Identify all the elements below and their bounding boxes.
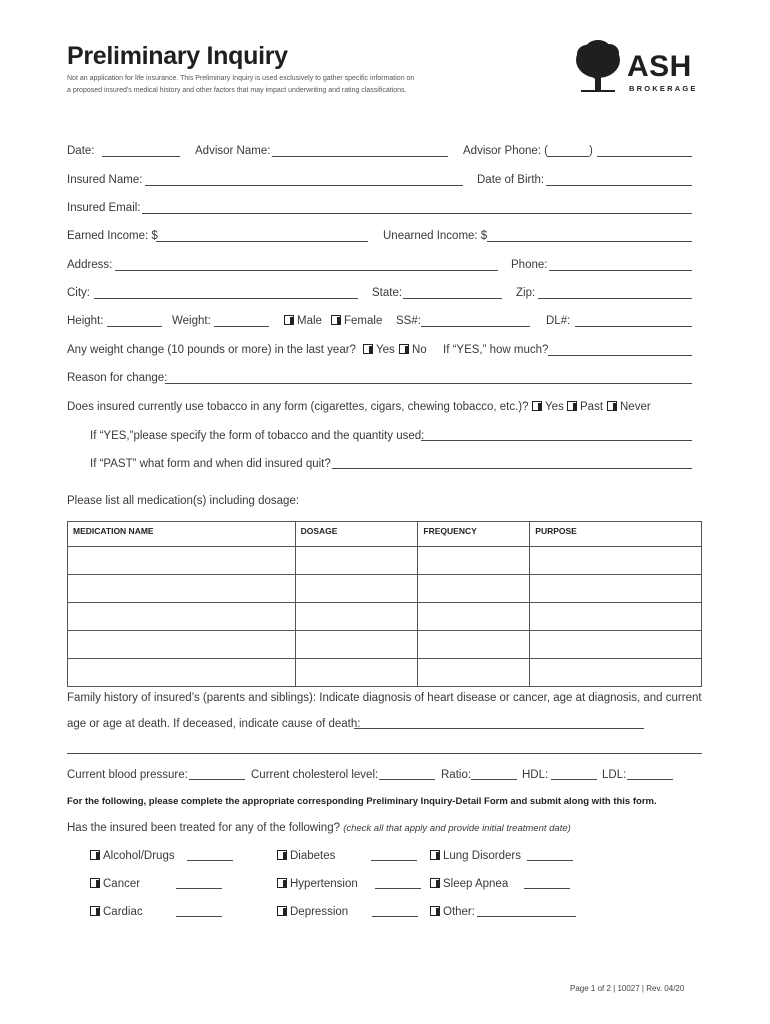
purpose-cell[interactable] (530, 659, 702, 687)
tobacco-past-label: Past (580, 401, 604, 413)
insured-name-label: Insured Name: (67, 174, 143, 186)
advisor-phone-field[interactable] (597, 156, 692, 157)
dl-label: DL#: (546, 315, 571, 327)
sleep-apnea-option[interactable] (430, 877, 508, 891)
sleep-apnea-checkbox[interactable] (430, 878, 440, 888)
other-label: Other: (443, 906, 475, 918)
sleep-apnea-label: Sleep Apnea (443, 878, 509, 890)
dosage-cell[interactable] (295, 575, 418, 603)
cancer-label: Cancer (103, 878, 141, 890)
city-label: City: (67, 287, 90, 299)
dosage-cell[interactable] (295, 659, 418, 687)
depression-checkbox[interactable] (277, 906, 287, 916)
hypertension-checkbox[interactable] (277, 878, 287, 888)
frequency-cell[interactable] (418, 603, 530, 631)
hypertension-date-field[interactable] (375, 888, 421, 889)
weight-change-no-label: No (412, 344, 427, 356)
cardiac-label: Cardiac (103, 906, 143, 918)
male-label: Male (297, 315, 322, 327)
tobacco-if-yes-label: If “YES,”please specify the form of tobacco and the quantity used: (90, 430, 425, 442)
ldl-field[interactable] (627, 779, 673, 780)
tree-icon (573, 40, 623, 94)
zip-label: Zip: (516, 287, 536, 299)
depression-label: Depression (290, 906, 349, 918)
advisor-phone-label: Advisor Phone: ( (463, 145, 549, 157)
medication-table (67, 521, 702, 687)
tobacco-yes-option[interactable] (532, 400, 564, 414)
purpose-cell[interactable] (530, 547, 702, 575)
tobacco-if-yes-field[interactable] (421, 440, 692, 441)
tobacco-past-checkbox[interactable] (567, 401, 577, 411)
diabetes-option[interactable] (277, 849, 335, 863)
phone-label: Phone: (511, 259, 548, 271)
ssn-field[interactable] (421, 326, 530, 327)
logo (573, 40, 708, 95)
tobacco-yes-label: Yes (545, 401, 564, 413)
diabetes-checkbox[interactable] (277, 850, 287, 860)
treated-question-text: Has the insured been treated for any of the following? (67, 822, 340, 834)
insured-email-field[interactable] (142, 213, 692, 214)
hypertension-option[interactable] (277, 877, 358, 891)
treated-question-hint: (check all that apply and provide initial treatment date) (343, 823, 571, 834)
cancer-option[interactable] (90, 877, 140, 891)
advisor-phone-close: ) (589, 145, 593, 157)
medication-name-cell[interactable] (68, 603, 296, 631)
male-checkbox[interactable] (284, 315, 294, 325)
weight-change-yes-option[interactable] (363, 343, 395, 357)
frequency-cell[interactable] (418, 659, 530, 687)
zip-field[interactable] (538, 298, 692, 299)
frequency-cell[interactable] (418, 547, 530, 575)
height-field[interactable] (107, 326, 162, 327)
medication-table-header (68, 522, 702, 547)
medications-prompt: Please list all medication(s) including dosage: (67, 495, 300, 507)
logo-subtitle: BROKERAGE (629, 84, 698, 93)
medication-name-cell[interactable] (68, 575, 296, 603)
cancer-checkbox[interactable] (90, 878, 100, 888)
blood-pressure-field[interactable] (189, 779, 245, 780)
dosage-cell[interactable] (295, 631, 418, 659)
cholesterol-label: Current cholesterol level: (251, 769, 379, 781)
frequency-cell[interactable] (418, 631, 530, 659)
height-label: Height: (67, 315, 104, 327)
col-dosage: DOSAGE (295, 522, 418, 547)
lung-disorders-label: Lung Disorders (443, 850, 521, 862)
medication-name-cell[interactable] (68, 631, 296, 659)
weight-change-no-option[interactable] (399, 343, 427, 357)
address-label: Address: (67, 259, 113, 271)
purpose-cell[interactable] (530, 631, 702, 659)
cardiac-checkbox[interactable] (90, 906, 100, 916)
tobacco-question: Does insured currently use tobacco in any form (cigarettes, cigars, chewing tobacco, etc.)? (67, 401, 529, 413)
earned-income-label: Earned Income: $ (67, 230, 158, 242)
tobacco-yes-checkbox[interactable] (532, 401, 542, 411)
ssn-label: SS#: (396, 315, 421, 327)
table-row (68, 575, 702, 603)
advisor-phone-area-field[interactable] (547, 156, 589, 157)
unearned-income-label: Unearned Income: $ (383, 230, 488, 242)
other-option[interactable] (430, 905, 475, 919)
frequency-cell[interactable] (418, 575, 530, 603)
advisor-name-label: Advisor Name: (195, 145, 271, 157)
family-history-line-1: Family history of insured’s (parents and siblings): Indicate diagnosis of heart disease or cancer, age at diagnosis, and current (67, 692, 702, 704)
diabetes-label: Diabetes (290, 850, 336, 862)
cardiac-date-field[interactable] (176, 916, 222, 917)
date-label: Date: (67, 145, 95, 157)
state-label: State: (372, 287, 403, 299)
hypertension-label: Hypertension (290, 878, 358, 890)
sleep-apnea-date-field[interactable] (524, 888, 570, 889)
dosage-cell[interactable] (295, 547, 418, 575)
logo-name: ASH (627, 50, 692, 83)
table-row (68, 547, 702, 575)
medication-name-cell[interactable] (68, 547, 296, 575)
alcohol-drugs-date-field[interactable] (187, 860, 233, 861)
tobacco-if-past-field[interactable] (332, 468, 692, 469)
depression-option[interactable] (277, 905, 348, 919)
col-frequency: FREQUENCY (418, 522, 530, 547)
how-much-label: If “YES,” how much? (443, 344, 549, 356)
lung-disorders-option[interactable] (430, 849, 521, 863)
col-purpose: PURPOSE (530, 522, 702, 547)
diabetes-date-field[interactable] (371, 860, 417, 861)
weight-change-label: Any weight change (10 pounds or more) in the last year? (67, 344, 356, 356)
weight-label: Weight: (172, 315, 211, 327)
state-field[interactable] (403, 298, 502, 299)
insured-email-label: Insured Email: (67, 202, 141, 214)
family-history-extra-field[interactable] (67, 753, 702, 754)
insured-name-field[interactable] (145, 185, 463, 186)
alcohol-drugs-checkbox[interactable] (90, 850, 100, 860)
dl-field[interactable] (575, 326, 692, 327)
dosage-cell[interactable] (295, 603, 418, 631)
tobacco-never-label: Never (620, 401, 651, 413)
weight-change-no-checkbox[interactable] (399, 344, 409, 354)
hdl-label: HDL: (522, 769, 549, 781)
unearned-income-field[interactable] (487, 241, 692, 242)
disclaimer-line-1: Not an application for life insurance. This Preliminary Inquiry is used exclusively to gather specific information on (67, 75, 415, 82)
city-field[interactable] (94, 298, 358, 299)
ldl-label: LDL: (602, 769, 627, 781)
table-row (68, 659, 702, 687)
weight-change-yes-checkbox[interactable] (363, 344, 373, 354)
disclaimer-line-2: a proposed insured's medical history and other factors that may impact underwriting and rating classifications. (67, 87, 407, 94)
lung-disorders-checkbox[interactable] (430, 850, 440, 860)
hdl-field[interactable] (551, 779, 597, 780)
reason-for-change-label: Reason for change: (67, 372, 168, 384)
alcohol-drugs-option[interactable] (90, 849, 175, 863)
lung-disorders-date-field[interactable] (527, 860, 573, 861)
tobacco-if-past-label: If “PAST” what form and when did insured quit? (90, 458, 331, 470)
medication-name-cell[interactable] (68, 659, 296, 687)
how-much-field[interactable] (548, 355, 692, 356)
purpose-cell[interactable] (530, 603, 702, 631)
table-row (68, 603, 702, 631)
reason-for-change-field[interactable] (165, 383, 692, 384)
family-history-line-2: age or age at death. If deceased, indicate cause of death: (67, 718, 361, 730)
dob-label: Date of Birth: (477, 174, 545, 186)
advisor-name-field[interactable] (272, 156, 448, 157)
female-option[interactable] (331, 314, 382, 328)
cause-of-death-field[interactable] (354, 728, 644, 729)
dob-field[interactable] (546, 185, 692, 186)
col-medication-name: MEDICATION NAME (68, 522, 296, 547)
female-checkbox[interactable] (331, 315, 341, 325)
other-field[interactable] (477, 916, 576, 917)
weight-change-yes-label: Yes (376, 344, 395, 356)
ratio-label: Ratio: (441, 769, 472, 781)
purpose-cell[interactable] (530, 575, 702, 603)
table-row (68, 631, 702, 659)
detail-form-instructions: For the following, please complete the appropriate corresponding Preliminary Inquiry-Detail Form and submit along with this form. (67, 796, 657, 807)
phone-field[interactable] (549, 270, 692, 271)
page-title: Preliminary Inquiry (67, 42, 288, 70)
earned-income-field[interactable] (156, 241, 368, 242)
page-footer: Page 1 of 2 | 10027 | Rev. 04/20 (570, 984, 685, 993)
ratio-field[interactable] (471, 779, 517, 780)
male-option[interactable] (284, 314, 322, 328)
tobacco-never-checkbox[interactable] (607, 401, 617, 411)
date-field[interactable] (102, 156, 180, 157)
treated-question (67, 821, 571, 836)
alcohol-drugs-label: Alcohol/Drugs (103, 850, 175, 862)
weight-field[interactable] (214, 326, 269, 327)
female-label: Female (344, 315, 383, 327)
blood-pressure-label: Current blood pressure: (67, 769, 188, 781)
cancer-date-field[interactable] (176, 888, 222, 889)
cardiac-option[interactable] (90, 905, 143, 919)
tobacco-never-option[interactable] (607, 400, 651, 414)
depression-date-field[interactable] (372, 916, 418, 917)
other-checkbox[interactable] (430, 906, 440, 916)
cholesterol-field[interactable] (379, 779, 435, 780)
address-field[interactable] (115, 270, 498, 271)
tobacco-past-option[interactable] (567, 400, 603, 414)
